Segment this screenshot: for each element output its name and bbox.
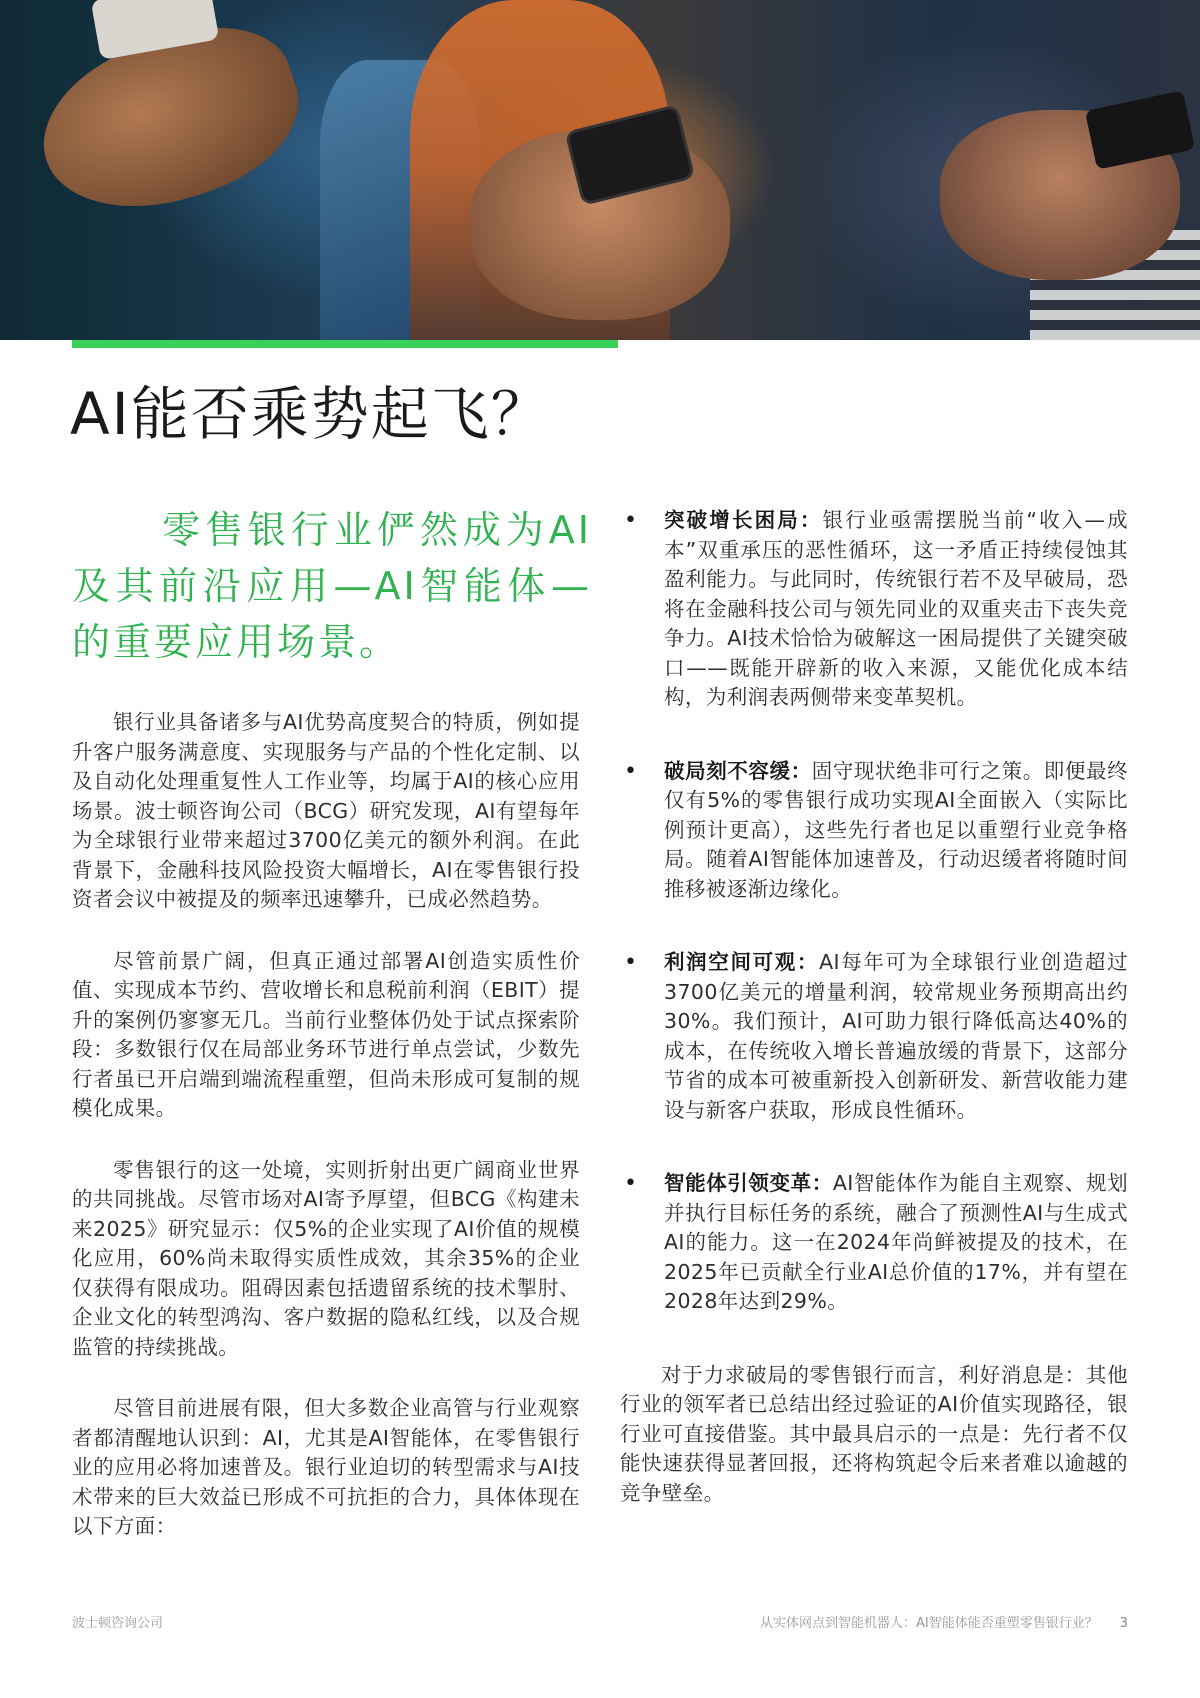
list-item	[620, 948, 1128, 1125]
driver-list	[620, 506, 1128, 1317]
list-item	[620, 506, 1128, 713]
pull-quote-rest: AI及其前沿应用—AI智能体—的重要应用场景。	[72, 508, 592, 664]
bullet-dot-icon: •	[624, 508, 638, 533]
bullet-text: 固守现状绝非可行之策。即便最终仅有5%的零售银行成功实现AI全面嵌入（实际比例预计更高），这些先行者也足以重塑行业竞争格局。随着AI智能体加速普及，行动迟缓者将随时间推移被逐渐边缘化。	[664, 758, 1128, 901]
page-number: 3	[1119, 1616, 1128, 1631]
left-column	[72, 708, 580, 1574]
body-paragraph: 零售银行的这一处境，实则折射出更广阔商业世界的共同挑战。尽管市场对AI寄予厚望，但BCG《构建未来2025》研究显示：仅5%的企业实现了AI价值的规模化应用，60%尚未取得实质性成效，其余35%的企业仅获得有限成功。阻碍因素包括遗留系统的技术掣肘、企业文化的转型鸿沟、客户数据的隐私红线，以及合规监管的持续挑战。	[72, 1157, 580, 1359]
bullet-heading: 利润空间可观：	[664, 950, 820, 974]
bullet-dot-icon: •	[624, 1171, 638, 1196]
bullet-text: AI每年可为全球银行业创造超过3700亿美元的增量利润，较常规业务预期高出约30%。我们预计，AI可助力银行降低高达40%的成本，在传统收入增长普遍放缓的背景下，这部分节省的成本可被重新投入创新研发、新营收能力建设与新客户获取，形成良性循环。	[664, 950, 1128, 1122]
list-item	[620, 757, 1128, 905]
bullet-text: AI智能体作为能自主观察、规划并执行目标任务的系统，融合了预测性AI与生成式AI的能力。这一在2024年尚鲜被提及的技术，在2025年已贡献全行业AI总价值的17%，并有望在2028年达到29%。	[664, 1171, 1128, 1313]
bullet-dot-icon: •	[624, 758, 638, 784]
bullet-heading: 智能体引领变革：	[664, 1171, 833, 1195]
hero-photo	[0, 0, 1200, 340]
body-paragraph: 尽管目前进展有限，但大多数企业高管与行业观察者都清醒地认识到：AI，尤其是AI智能体，在零售银行业的应用必将加速普及。银行业迫切的转型需求与AI技术带来的巨大效益已形成不可抗拒的合力，具体体现在以下方面：	[72, 1396, 580, 1538]
bullet-heading: 突破增长困局：	[664, 508, 823, 532]
right-column	[620, 506, 1128, 1540]
pull-quote	[72, 502, 592, 670]
pull-quote-line1: 零售银行业俨然成为	[160, 508, 549, 552]
footer-publisher: 波士顿咨询公司	[72, 1616, 164, 1631]
footer-title-text: 从实体网点到智能机器人：AI智能体能否重塑零售银行业？	[759, 1616, 1098, 1631]
body-paragraph: 银行业具备诸多与AI优势高度契合的特质，例如提升客户服务满意度、实现服务与产品的个性化定制、以及自动化处理重复性人工作业等，均属于AI的核心应用场景。波士顿咨询公司（BCG）研究发现，AI有望每年为全球银行业带来超过3700亿美元的额外利润。在此背景下，金融科技风险投资大幅增长，AI在零售银行投资者会议中被提及的频率迅速攀升，已成必然趋势。	[72, 710, 580, 911]
body-paragraph: 尽管前景广阔，但真正通过部署AI创造实质性价值、实现成本节约、营收增长和息税前利润（EBIT）提升的案例仍寥寥无几。当前行业整体仍处于试点探索阶段：多数银行仅在局部业务环节进行单点尝试，少数先行者虽已开启端到端流程重塑，但尚未形成可复制的规模化成果。	[72, 948, 580, 1120]
closing-paragraph: 对于力求破局的零售银行而言，利好消息是：其他行业的领军者已总结出经过验证的AI价值实现路径，银行业可直接借鉴。其中最具启示的一点是：先行者不仅能快速获得显著回报，还将构筑起令后来者难以逾越的竞争壁垒。	[620, 1362, 1128, 1505]
phone-right	[1085, 90, 1195, 169]
bullet-text: 银行业亟需摆脱当前“收入—成本”双重承压的恶性循环，这一矛盾正持续侵蚀其盈利能力。与此同时，传统银行若不及早破局，恐将在金融科技公司与领先同业的双重夹击下丧失竞争力。AI技术恰恰为破解这一困局提供了关键突破口——既能开辟新的收入来源，又能优化成本结构，为利润表两侧带来变革契机。	[664, 508, 1128, 709]
accent-rule	[72, 340, 618, 348]
bullet-heading: 破局刻不容缓：	[664, 758, 812, 783]
page-title: AI能否乘势起飞？	[70, 380, 551, 448]
footer-running-title	[760, 1612, 1128, 1631]
bullet-dot-icon: •	[624, 950, 638, 975]
list-item	[620, 1169, 1128, 1317]
